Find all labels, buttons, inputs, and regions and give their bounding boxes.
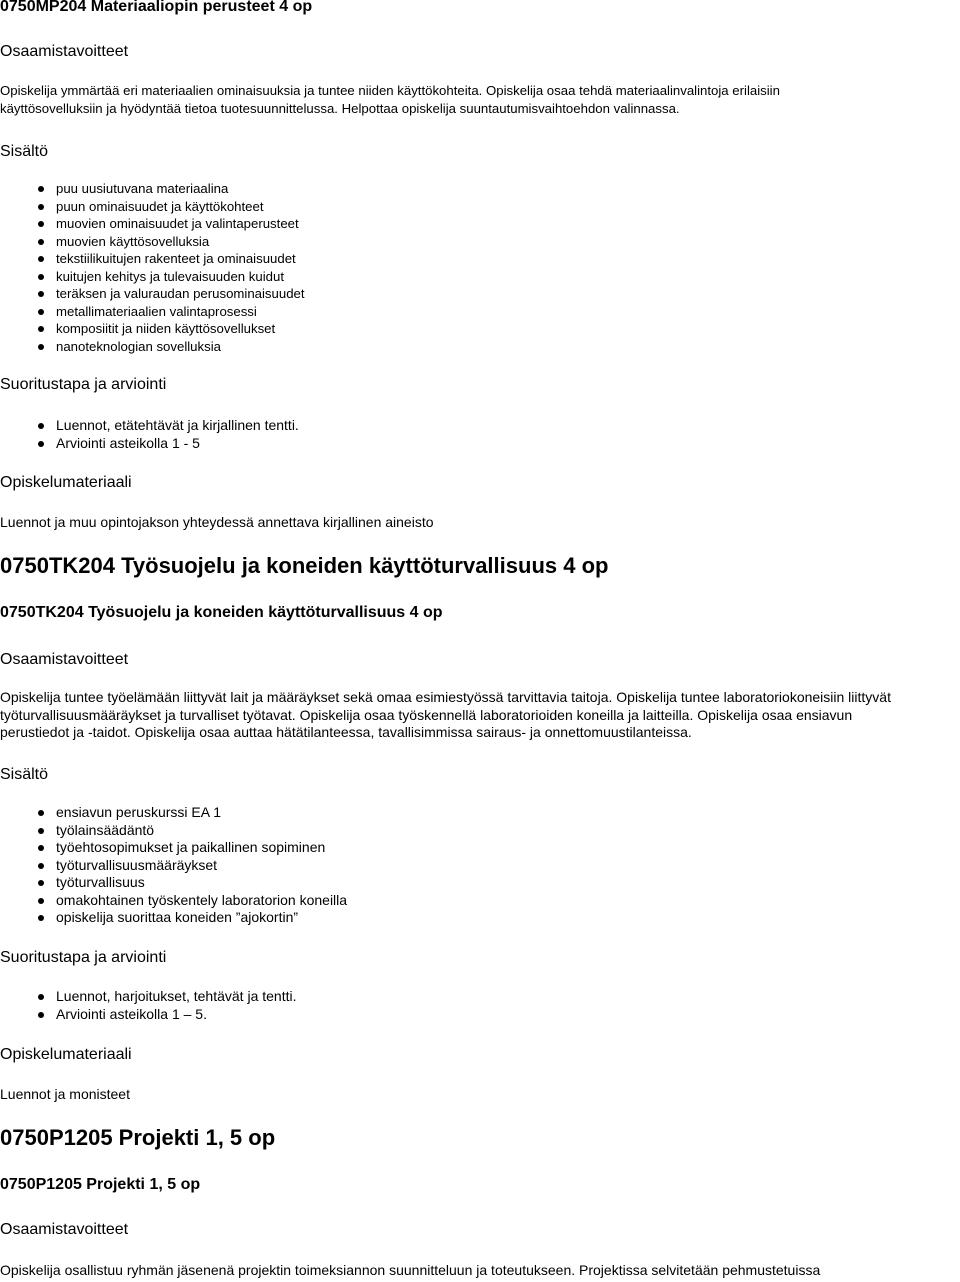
goals-text [0,1262,820,1280]
list-item: nanoteknologian sovelluksia [0,338,305,356]
list-item: muovien ominaisuudet ja valintaperusteet [0,215,305,233]
bullet-icon [38,239,44,245]
content-heading: Sisältö [0,766,49,783]
list-item: Luennot, harjoitukset, tehtävät ja tentti. [0,988,297,1006]
bullet-icon [38,915,44,921]
list-item: ensiavun peruskurssi EA 1 [0,804,347,822]
bullet-icon [38,898,44,904]
list-item: työturvallisuusmääräykset [0,857,347,875]
course-title: 0750MP204 Materiaaliopin perusteet 4 op [0,0,313,15]
list-item: teräksen ja valuraudan perusominaisuudet [0,285,305,303]
course-big-title: 0750P1205 Projekti 1, 5 op [0,1125,276,1150]
assessment-list [0,988,297,1023]
goals-text [0,82,780,117]
content-heading: Sisältö [0,143,49,160]
list-item: opiskelija suorittaa koneiden ”ajokortin” [0,909,347,927]
list-item: työehtosopimukset ja paikallinen sopiminen [0,839,347,857]
content-list [0,180,305,355]
material-heading: Opiskelumateriaali [0,474,132,491]
goals-heading: Osaamistavoitteet [0,651,129,668]
bullet-icon [38,274,44,280]
goals-line: käyttösovelluksiin ja hyödyntää tietoa tuotesuunnittelussa. Helpottaa opiskelija suuntautumisvaihtoehdon valinnassa. [0,100,680,116]
assessment-heading: Suoritustapa ja arviointi [0,376,167,393]
bullet-icon [38,880,44,886]
bullet-icon [38,309,44,315]
bullet-icon [38,186,44,192]
goals-text [0,689,891,742]
goals-line: Opiskelija ymmärtää eri materiaalien ominaisuuksia ja tuntee niiden käyttökohteita. Opiskelija osaa tehdä materiaalinvalintoja erilaisiin [0,83,780,98]
list-item: muovien käyttösovelluksia [0,233,305,251]
list-item: puu uusiutuvana materiaalina [0,180,305,198]
bullet-icon [38,291,44,297]
material-heading: Opiskelumateriaali [0,1046,132,1063]
list-item: kuitujen kehitys ja tulevaisuuden kuidut [0,268,305,286]
goals-line: työturvallisuusmääräykset ja turvalliset työtavat. Opiskelija osaa työskennellä laboratorioiden koneilla ja laitteilla. Opiskelija osaa ensiavun [0,706,853,723]
list-item: Arviointi asteikolla 1 - 5 [0,435,299,453]
material-text: Luennot ja muu opintojakson yhteydessä annettava kirjallinen aineisto [0,514,434,530]
course-big-title: 0750TK204 Työsuojelu ja koneiden käyttöturvallisuus 4 op [0,553,609,578]
goals-heading: Osaamistavoitteet [0,1221,129,1238]
bullet-icon [38,423,44,429]
bullet-icon [38,441,44,447]
list-item: työlainsäädäntö [0,822,347,840]
assessment-heading: Suoritustapa ja arviointi [0,949,167,966]
course-title: 0750P1205 Projekti 1, 5 op [0,1176,201,1193]
course-title: 0750TK204 Työsuojelu ja koneiden käyttöturvallisuus 4 op [0,604,443,621]
list-item: tekstiilikuitujen rakenteet ja ominaisuudet [0,250,305,268]
bullet-icon [38,845,44,851]
bullet-icon [38,863,44,869]
bullet-icon [38,828,44,834]
bullet-icon [38,344,44,350]
list-item: metallimateriaalien valintaprosessi [0,303,305,321]
assessment-list [0,417,299,452]
list-item: omakohtainen työskentely laboratorion koneilla [0,892,347,910]
bullet-icon [38,221,44,227]
list-item: puun ominaisuudet ja käyttökohteet [0,198,305,216]
goals-line: perustiedot ja -taidot. Opiskelija osaa auttaa hätätilanteessa, tavallisimmissa sairaus- ja onnettomuustilanteissa. [0,724,692,740]
material-text: Luennot ja monisteet [0,1086,130,1102]
bullet-icon [38,1012,44,1018]
bullet-icon [38,994,44,1000]
bullet-icon [38,256,44,262]
list-item: työturvallisuus [0,874,347,892]
bullet-icon [38,204,44,210]
goals-line: Opiskelija tuntee työelämään liittyvät lait ja määräykset sekä omaa esimiestyössä tarvittavia taitoja. Opiskelija tuntee laboratoriokoneisiin liittyvät [0,689,891,705]
list-item: komposiitit ja niiden käyttösovellukset [0,320,305,338]
bullet-icon [38,810,44,816]
goals-heading: Osaamistavoitteet [0,43,129,60]
content-list [0,804,347,927]
bullet-icon [38,326,44,332]
list-item: Arviointi asteikolla 1 – 5. [0,1006,297,1024]
goals-line: Opiskelija osallistuu ryhmän jäsenenä projektin toimeksiannon suunnitteluun ja toteutukseen. Projektissa selvitetään pehmustetuissa [0,1262,821,1278]
list-item: Luennot, etätehtävät ja kirjallinen tentti. [0,417,299,435]
